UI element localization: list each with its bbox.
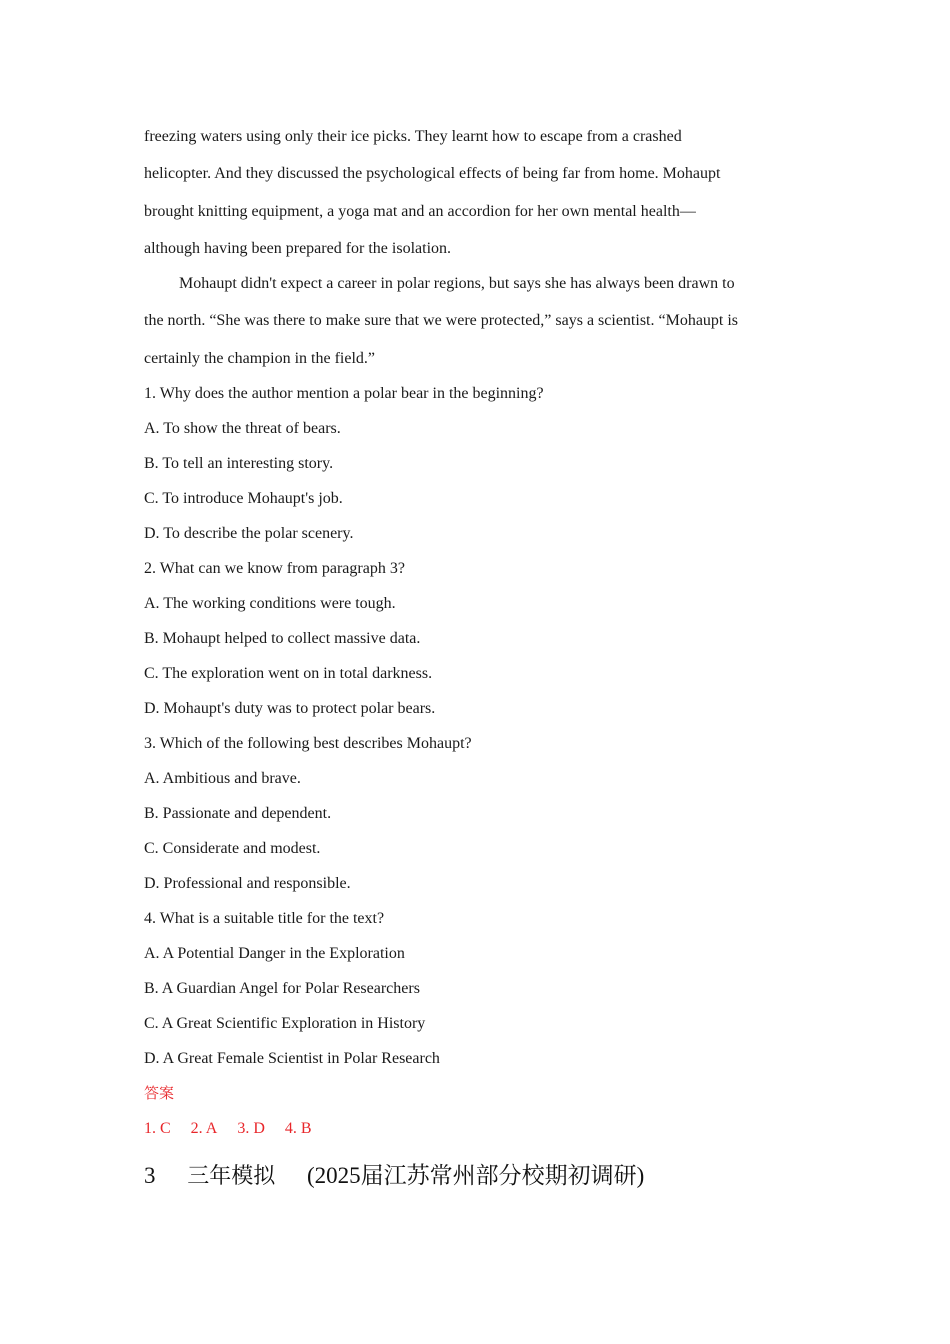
answer-item: 2. A: [190, 1120, 218, 1137]
question-option: D. Mohaupt's duty was to protect polar bears.: [144, 700, 436, 717]
question-option: A. To show the threat of bears.: [144, 420, 341, 437]
answer-item: 4. B: [284, 1120, 312, 1137]
question-stem: 4. What is a suitable title for the text?: [144, 910, 385, 927]
question-option: A. A Potential Danger in the Exploration: [144, 945, 405, 962]
section-source: (2025届江苏常州部分校期初调研): [307, 1163, 645, 1188]
passage-line: although having been prepared for the isolation.: [144, 240, 452, 257]
section-number: 3: [144, 1163, 156, 1188]
question-option: C. Considerate and modest.: [144, 840, 321, 857]
section-title: 三年模拟: [187, 1164, 276, 1189]
question-stem: 3. Which of the following best describes Mohaupt?: [144, 735, 472, 752]
question-option: C. The exploration went on in total darkness.: [144, 665, 433, 682]
passage-line: the north. “She was there to make sure that we were protected,” says a scientist. “Mohaupt is: [144, 312, 739, 329]
passage-line: freezing waters using only their ice picks. They learnt how to escape from a crashed: [144, 128, 682, 145]
question-option: D. A Great Female Scientist in Polar Research: [144, 1050, 440, 1067]
question-option: A. The working conditions were tough.: [144, 595, 396, 612]
question-option: C. To introduce Mohaupt's job.: [144, 490, 343, 507]
answer-key: [144, 1119, 328, 1139]
passage-line: helicopter. And they discussed the psychological effects of being far from home. Mohaupt: [144, 165, 721, 182]
question-option: D. To describe the polar scenery.: [144, 525, 354, 542]
question-option: B. Mohaupt helped to collect massive data.: [144, 630, 421, 647]
answer-label: 答案: [144, 1084, 175, 1102]
answer-item: 3. D: [237, 1120, 265, 1137]
passage-line: certainly the champion in the field.”: [144, 350, 376, 367]
question-option: B. Passionate and dependent.: [144, 805, 332, 822]
question-stem: 1. Why does the author mention a polar bear in the beginning?: [144, 385, 544, 402]
section-heading: [144, 1160, 644, 1193]
passage-line: brought knitting equipment, a yoga mat and an accordion for her own mental health—: [144, 203, 696, 220]
question-option: A. Ambitious and brave.: [144, 770, 301, 787]
passage-line: Mohaupt didn't expect a career in polar regions, but says she has always been drawn to: [179, 275, 735, 292]
question-stem: 2. What can we know from paragraph 3?: [144, 560, 405, 577]
question-option: D. Professional and responsible.: [144, 875, 351, 892]
question-option: B. To tell an interesting story.: [144, 455, 334, 472]
question-option: B. A Guardian Angel for Polar Researchers: [144, 980, 420, 997]
question-option: C. A Great Scientific Exploration in History: [144, 1015, 426, 1032]
answer-item: 1. C: [144, 1120, 171, 1137]
